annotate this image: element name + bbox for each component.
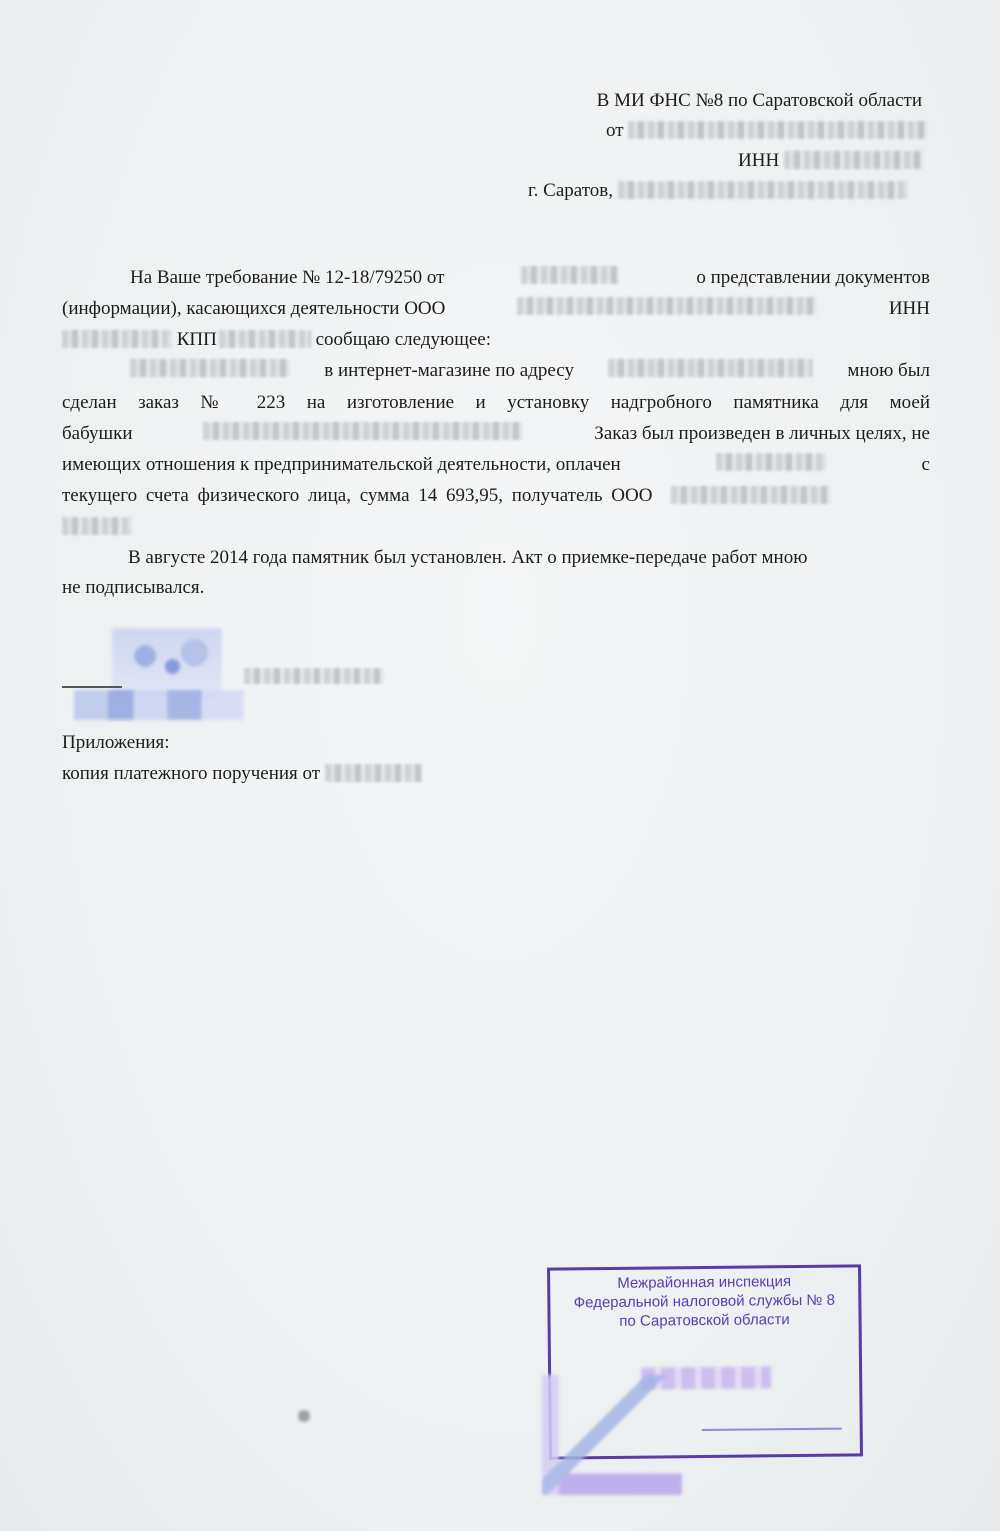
p3-line2 — [62, 576, 204, 600]
attachments-item-text: копия платежного поручения от — [62, 763, 321, 784]
p2-line4-text-a: имеющих отношения к предпринимательской деятельности, оплачен — [62, 454, 621, 475]
redacted-recipient-company — [671, 486, 831, 504]
redacted-sender-address — [618, 181, 908, 199]
p2-line1-text-a: в интернет-магазине по адресу — [324, 360, 574, 381]
p2-line6 — [62, 515, 132, 539]
inn-line — [738, 149, 924, 173]
attachments-title — [62, 731, 170, 755]
p2-line1 — [62, 359, 930, 383]
attachments-title-text: Приложения: — [62, 732, 170, 753]
redacted-signatory-name — [244, 668, 384, 686]
p3-line1 — [128, 546, 807, 570]
recipient-line — [597, 89, 922, 113]
p2-line4 — [62, 453, 930, 477]
p1-line2-text-a: (информации), касающихся деятельности ООО — [62, 298, 446, 319]
signature-scribble-top — [112, 628, 222, 698]
inn-label: ИНН — [738, 150, 780, 171]
redacted-order-date — [130, 359, 290, 377]
paper-dot — [298, 1410, 310, 1422]
p2-line2 — [62, 391, 930, 415]
redacted-shop-url — [608, 359, 813, 377]
p2-line3-text-a: бабушки — [62, 423, 133, 444]
p2-line2-text: сделан заказ № 223 на изготовление и установку надгробного памятника для моей — [62, 392, 930, 413]
stamp-line2: Федеральной налоговой службы № 8 — [573, 1291, 836, 1312]
redacted-sender-name — [628, 121, 928, 139]
redacted-recipient-company-cont — [62, 517, 132, 535]
redacted-stamp-signature — [542, 1375, 682, 1495]
p2-line1-text-b: мною был — [847, 360, 930, 381]
stamp-line3: по Саратовской области — [619, 1311, 790, 1330]
p2-line5 — [62, 484, 831, 508]
redacted-company-name — [517, 297, 817, 315]
redacted-company-inn — [62, 330, 172, 348]
stamp-line1: Межрайонная инспекция — [617, 1273, 792, 1292]
p2-line3 — [62, 422, 930, 446]
p3-line2-text: не подписывался. — [62, 577, 205, 598]
kpp-label: КПП — [176, 329, 217, 350]
recipient-text: В МИ ФНС №8 по Саратовской области — [596, 90, 922, 111]
p2-line4-text-b: с — [921, 454, 930, 475]
p1-line3-text: сообщаю следующее: — [315, 329, 491, 350]
signature-scribble-bottom — [74, 690, 244, 720]
p1-line3 — [62, 328, 491, 352]
redacted-sender-inn — [784, 151, 924, 169]
p3-line1-text: В августе 2014 года памятник был установлен. Акт о приемке-передаче работ мною — [128, 547, 808, 568]
redacted-grandmother-name — [203, 422, 523, 440]
signature — [62, 620, 252, 730]
p1-line1 — [62, 266, 930, 290]
signature-line — [62, 686, 122, 688]
p2-line5-text: текущего счета физического лица, сумма 14 693,95, получатель ООО — [62, 485, 653, 506]
from-label: от — [606, 120, 624, 141]
attachments-item — [62, 762, 423, 786]
stamp-signature-line — [702, 1428, 842, 1431]
redacted-demand-date — [521, 266, 619, 284]
p1-line1-text-b: о представлении документов — [696, 267, 930, 288]
p2-line3-text-b: Заказ был произведен в личных целях, не — [594, 423, 930, 444]
p1-line2-text-b: ИНН — [888, 298, 930, 319]
stamp-text — [550, 1271, 859, 1331]
redacted-company-kpp — [219, 330, 311, 348]
city-label: г. Саратов, — [528, 180, 613, 201]
from-line — [606, 119, 928, 143]
redacted-payment-date — [716, 453, 826, 471]
p1-line1-text-a: На Ваше требование № 12-18/79250 от — [130, 267, 445, 288]
redacted-payment-order-date — [325, 764, 423, 782]
p1-line2 — [62, 297, 930, 321]
address-line — [528, 179, 908, 203]
